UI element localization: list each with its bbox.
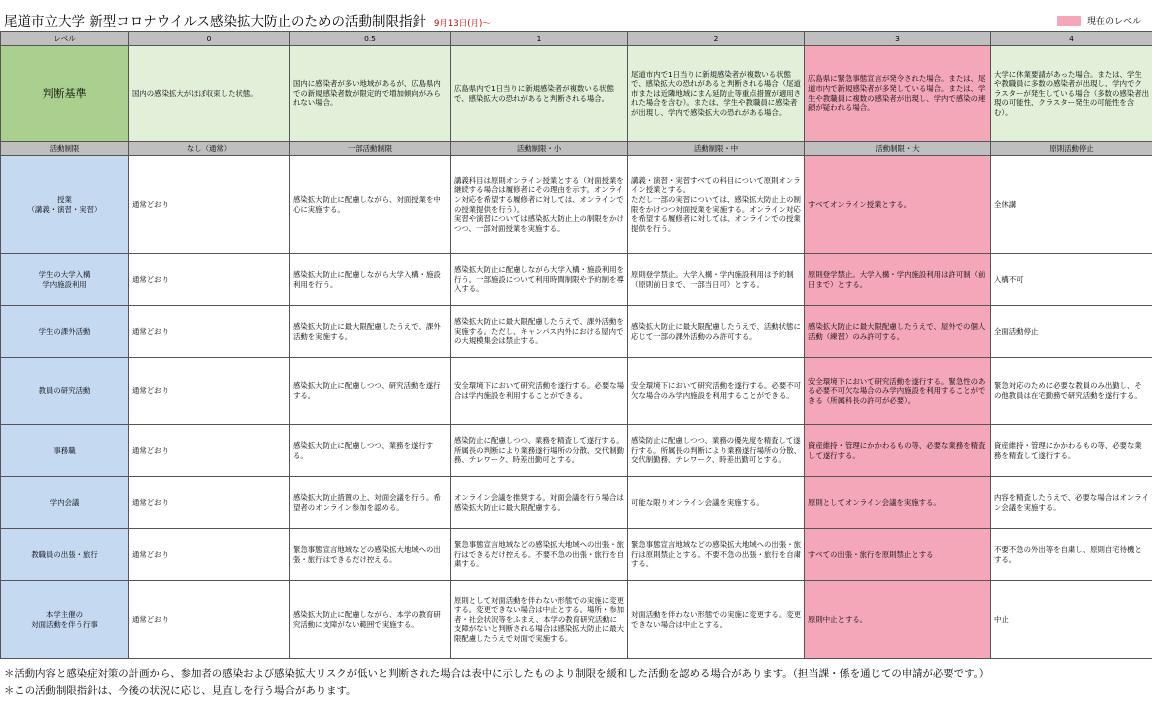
- table-row: [1, 529, 1152, 581]
- table-cell: 入構不可: [991, 254, 1152, 306]
- table-cell: 感染拡大防止に配慮しながら、対面授業を中心に実施する。: [290, 156, 451, 254]
- table-cell: 内容を精査したうえで、必要な場合はオンライン会議を実施する。: [991, 477, 1152, 529]
- cell-current-level: すべての出張・旅行を原則禁止とする: [805, 529, 991, 581]
- current-level-legend: [1057, 14, 1141, 27]
- table-cell: 緊急事態宣言地域などの感染拡大地域への出張・旅行はできるだけ控える。: [290, 529, 451, 581]
- table-cell: 通常どおり: [129, 254, 290, 306]
- table-cell: 感染拡大防止に配慮しながら、本学の教育研究活動に支障がない範囲で実施する。: [290, 581, 451, 659]
- table-cell: 安全環境下において研究活動を遂行する。必要不可欠な場合のみ学内施設を利用することができる。: [628, 358, 805, 425]
- table-cell: 緊急事態宣言地域などの感染拡大地域への出張・旅行は原則禁止とする。不要不急の出張・旅行を自粛する。: [628, 529, 805, 581]
- table-cell: 原則登学禁止。大学入構・学内施設利用は予約制（原則前日まで、一部当日可）とする。: [628, 254, 805, 306]
- row-label: 教職員の出張・旅行: [1, 529, 129, 581]
- level-0: 0: [129, 32, 290, 46]
- criteria-cell: 大学に休業要請があった場合。または、学生や教職員に多数の感染者が出現し、学内でクラスターが発生している場合（多数の感染者出現の可能性、クラスター発生の可能性を含む）。: [991, 46, 1152, 142]
- level-header-row: [1, 32, 1152, 46]
- level-0-5: 0.5: [290, 32, 451, 46]
- row-label: 事務職: [1, 425, 129, 477]
- restriction-level: 原則活動停止: [991, 142, 1152, 156]
- table-row: [1, 425, 1152, 477]
- row-label: 授業 （講義・演習・実習）: [1, 156, 129, 254]
- footnote: ＊活動内容と感染症対策の計画から、参加者の感染および感染拡大リスクが低いと判断された場合は表中に示したものより制限を緩和した活動を認める場合があります。（担当課・係を通じての申請が必要です。）: [4, 668, 990, 680]
- criteria-cell: 広島県内で1日当りに新規感染者が複数いる状態で、感染拡大の恐れがあると判断される場合。: [451, 46, 628, 142]
- effective-date: 9月13日(月)～: [433, 19, 491, 29]
- table-cell: 中止: [991, 581, 1152, 659]
- table-cell: 通常どおり: [129, 425, 290, 477]
- footnote: ＊この活動制限指針は、今後の状況に応じ、見直しを行う場合があります。: [4, 685, 357, 697]
- table-cell: 可能な限りオンライン会議を実施する。: [628, 477, 805, 529]
- cell-current-level: すべてオンライン授業とする。: [805, 156, 991, 254]
- restriction-level: 一部活動制限: [290, 142, 451, 156]
- table-row: [1, 477, 1152, 529]
- table-row: [1, 306, 1152, 358]
- row-label: 本学主催の 対面活動を伴う行事: [1, 581, 129, 659]
- table-cell: 感染拡大防止に最大限配慮したうえで、活動状態に応じて一部の課外活動のみ許可する。: [628, 306, 805, 358]
- table-row: [1, 254, 1152, 306]
- table-cell: 通常どおり: [129, 477, 290, 529]
- row-label: 学生の課外活動: [1, 306, 129, 358]
- criteria-cell: 国内の感染拡大がほぼ収束した状態。: [129, 46, 290, 142]
- criteria-cell: 尾道市内で1日当りに新規感染者が複数いる状態で、感染拡大の恐れがあると判断される場合（尾道市または近隣地域にまん延防止等重点措置が適用された場合を含む）。または、学生や教職員に感染者が出現し、学内で感染拡大の恐れがある場合。: [628, 46, 805, 142]
- level-3: 3: [805, 32, 991, 46]
- table-cell: 講義・演習・実習すべての科目について原則オンライン授業とする。 ただし一部の実習については、感染拡大防止上の制限をかけつつ対面授業を実施する。オンライン対応を希望する履修者に対しては、オンラインでの授業提供を行う。: [628, 156, 805, 254]
- row-label: 学内会議: [1, 477, 129, 529]
- cell-current-level: 原則登学禁止。大学入構・学内施設利用は許可制（前日まで）とする。: [805, 254, 991, 306]
- table-cell: 通常どおり: [129, 529, 290, 581]
- restriction-header-row: [1, 142, 1152, 156]
- table-cell: 資産維持・管理にかかわるもの等、必要な業務を精査して遂行する。: [991, 425, 1152, 477]
- level-4: 4: [991, 32, 1152, 46]
- row-label: 学生の大学入構 学内施設利用: [1, 254, 129, 306]
- table-cell: 全面活動停止: [991, 306, 1152, 358]
- table-cell: 感染拡大防止に最大限配慮したうえで、課外活動を実施する。ただし、キャンパス内外における屋内での大規模集会は禁止する。: [451, 306, 628, 358]
- criteria-label: 判断基準: [1, 46, 129, 142]
- table-cell: 感染防止に配慮しつつ、業務を精査して遂行する。所属長の判断により業務遂行場所の分散、交代制勤務、テレワーク、時差出勤可とする。: [451, 425, 628, 477]
- table-cell: 感染拡大防止に配慮しながら大学入構・施設利用を行う。: [290, 254, 451, 306]
- criteria-cell: 国内に感染者が多い地域があるが、広島県内での新規感染者数が限定的で増加傾向がみられない場合。: [290, 46, 451, 142]
- cell-current-level: 安全環境下において研究活動を遂行する。緊急性のある必要不可欠な場合のみ学内施設を利用することができる（所属科長の許可が必要）。: [805, 358, 991, 425]
- table-row: [1, 156, 1152, 254]
- table-cell: 不要不急の外出等を自粛し、原則自宅待機とする。: [991, 529, 1152, 581]
- level-header-label: レベル: [1, 32, 129, 46]
- footnotes: [4, 666, 989, 700]
- current-level-legend-label: 現在のレベル: [1087, 17, 1142, 27]
- table-row: [1, 358, 1152, 425]
- cell-current-level: 原則としてオンライン会議を実施する。: [805, 477, 991, 529]
- restriction-level: 活動制限・大: [805, 142, 991, 156]
- criteria-cell-current: 広島県に緊急事態宣言が発令された場合。または、尾道市内で新規感染者が多発している場合。または、学生や教職員に複数の感染者が出現し、学内で感染の連鎖が疑われる場合。: [805, 46, 991, 142]
- restriction-level: 活動制限・中: [628, 142, 805, 156]
- cell-current-level: 資産維持・管理にかかわるもの等、必要な業務を精査して遂行する。: [805, 425, 991, 477]
- level-1: 1: [451, 32, 628, 46]
- table-cell: 安全環境下において研究活動を遂行する。必要な場合は学内施設を利用することができる。: [451, 358, 628, 425]
- restriction-rows: [1, 156, 1152, 659]
- page-title-bar: [4, 10, 491, 28]
- table-cell: オンライン会議を推奨する。対面会議を行う場合は感染拡大防止に最大限配慮する。: [451, 477, 628, 529]
- table-cell: 通常どおり: [129, 358, 290, 425]
- restriction-level: 活動制限・小: [451, 142, 628, 156]
- restriction-header-label: 活動制限: [1, 142, 129, 156]
- criteria-row: [1, 46, 1152, 142]
- level-2: 2: [628, 32, 805, 46]
- table-cell: 感染拡大防止に配慮しながら大学入構・施設利用を行う。一部施設について利用時間制限や予約制を導入する。: [451, 254, 628, 306]
- table-row: [1, 581, 1152, 659]
- table-cell: 通常どおり: [129, 306, 290, 358]
- current-level-swatch: [1057, 16, 1081, 26]
- table-cell: 感染拡大防止に配慮しつつ、業務を遂行する。: [290, 425, 451, 477]
- table-cell: 緊急事態宣言地域などの感染拡大地域への出張・旅行はできるだけ控える。不要不急の出張・旅行を自粛する。: [451, 529, 628, 581]
- cell-current-level: 感染拡大防止に最大限配慮したうえで、屋外での個人活動（練習）のみ許可する。: [805, 306, 991, 358]
- table-cell: 感染拡大防止に配慮しつつ、研究活動を遂行する。: [290, 358, 451, 425]
- row-label: 教員の研究活動: [1, 358, 129, 425]
- table-cell: 通常どおり: [129, 581, 290, 659]
- cell-current-level: 原則中止とする。: [805, 581, 991, 659]
- page-title: 尾道市立大学 新型コロナウイルス感染拡大防止のための活動制限指針: [4, 14, 426, 30]
- table-cell: 感染拡大防止に最大限配慮したうえで、課外活動を実施する。: [290, 306, 451, 358]
- table-cell: 全休講: [991, 156, 1152, 254]
- table-cell: 感染拡大防止措置の上、対面会議を行う。希望者のオンライン参加を認める。: [290, 477, 451, 529]
- table-cell: 通常どおり: [129, 156, 290, 254]
- restriction-level: なし（通常）: [129, 142, 290, 156]
- table-cell: 対面活動を伴わない形態での実施に変更する。変更できない場合は中止とする。: [628, 581, 805, 659]
- restriction-table: [0, 31, 1152, 659]
- table-cell: 緊急対応のために必要な教員のみ出勤し、その他教員は在宅勤務で研究活動を遂行する。: [991, 358, 1152, 425]
- table-cell: 感染防止に配慮しつつ、業務の優先度を精査して遂行する。所属長の判断により業務遂行場所の分散、交代制勤務、テレワーク、時差出勤可とする。: [628, 425, 805, 477]
- table-cell: 原則として対面活動を伴わない形態での実施に変更する。変更できない場合は中止とする。場所・参加者・社会状況等をふまえ、本学の教育研究活動に支障がないと判断される場合は感染拡大防止に最大限配慮したうえで対面で実施する。: [451, 581, 628, 659]
- table-cell: 講義科目は原則オンライン授業とする（対面授業を継続する場合は履修者にその理由を示す。オンライン対応を希望する履修者に対しては、オンラインでの授業提供を行う）。 実習や演習については感染拡大防止上の制限をかけつつ、一部対面授業を実施する。: [451, 156, 628, 254]
